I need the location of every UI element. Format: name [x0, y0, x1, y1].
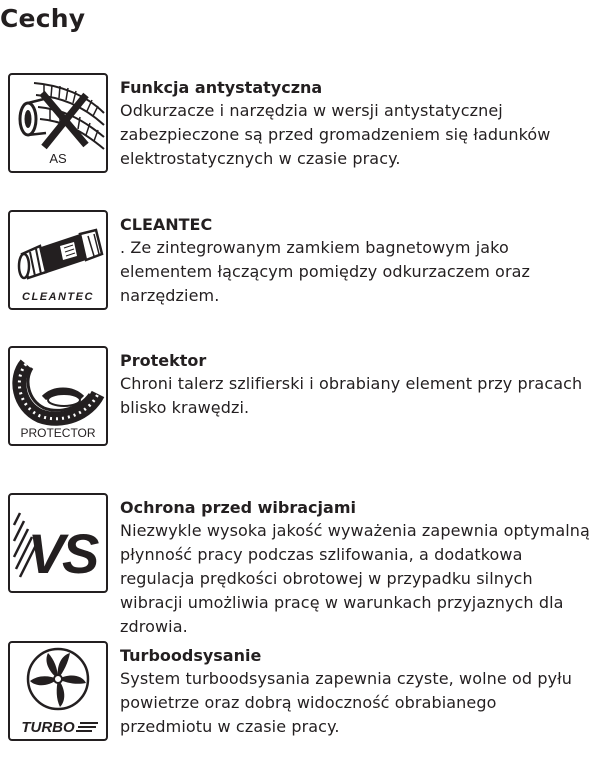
- turbo-fan-icon: [8, 641, 108, 741]
- cleantec-icon-label: CLEANTEC: [22, 291, 94, 303]
- feature-description: Odkurzacze i narzędzia w wersji antystatycznej zabezpieczone są przed gromadzeniem się ładunków elektrostatycznych w czasie pracy.: [120, 101, 551, 168]
- feature-description: System turboodsysania zapewnia czyste, wolne od pyłu powietrze oraz dobrą widoczność obrabianego przedmiotu w czasie pracy.: [120, 669, 573, 736]
- turbo-icon-label: TURBO: [21, 719, 75, 736]
- feature-title: Protektor: [120, 351, 207, 370]
- antistatic-hose-icon: [8, 73, 108, 173]
- antistatic-icon-label: AS: [49, 151, 67, 166]
- feature-title: CLEANTEC: [120, 215, 213, 234]
- feature-description: Niezwykle wysoka jakość wyważenia zapewnia optymalną płynność pracy podczas szlifowania, a dodatkowa regulacja prędkości obrotowej w przypadku silnych wibracji umożliwia pracę w warunkach przyjaznych dla zdrowia.: [120, 521, 590, 636]
- feature-description: Chroni talerz szlifierski i obrabiany element przy pracach blisko krawędzi.: [120, 374, 583, 417]
- feature-item-turbo: [8, 641, 592, 741]
- feature-description: . Ze zintegrowanym zamkiem bagnetowym jako elementem łączącym pomiędzy odkurzaczem oraz narzędziem.: [120, 238, 531, 305]
- feature-title: Turboodsysanie: [120, 646, 262, 665]
- feature-title: Funkcja antystatyczna: [120, 78, 323, 97]
- feature-item-vibration: [8, 493, 592, 636]
- feature-item-protector: [8, 346, 592, 446]
- feature-title: Ochrona przed wibracjami: [120, 498, 356, 517]
- vibration-stop-icon: [8, 493, 108, 593]
- protector-ring-icon: [8, 346, 108, 446]
- vibration-icon-label: VS: [27, 522, 97, 585]
- feature-item-cleantec: [8, 210, 592, 310]
- protector-icon-label: PROTECTOR: [20, 426, 96, 440]
- feature-item-antistatic: [8, 73, 592, 173]
- page-title: Cechy: [0, 4, 86, 33]
- cleantec-connector-icon: [8, 210, 108, 310]
